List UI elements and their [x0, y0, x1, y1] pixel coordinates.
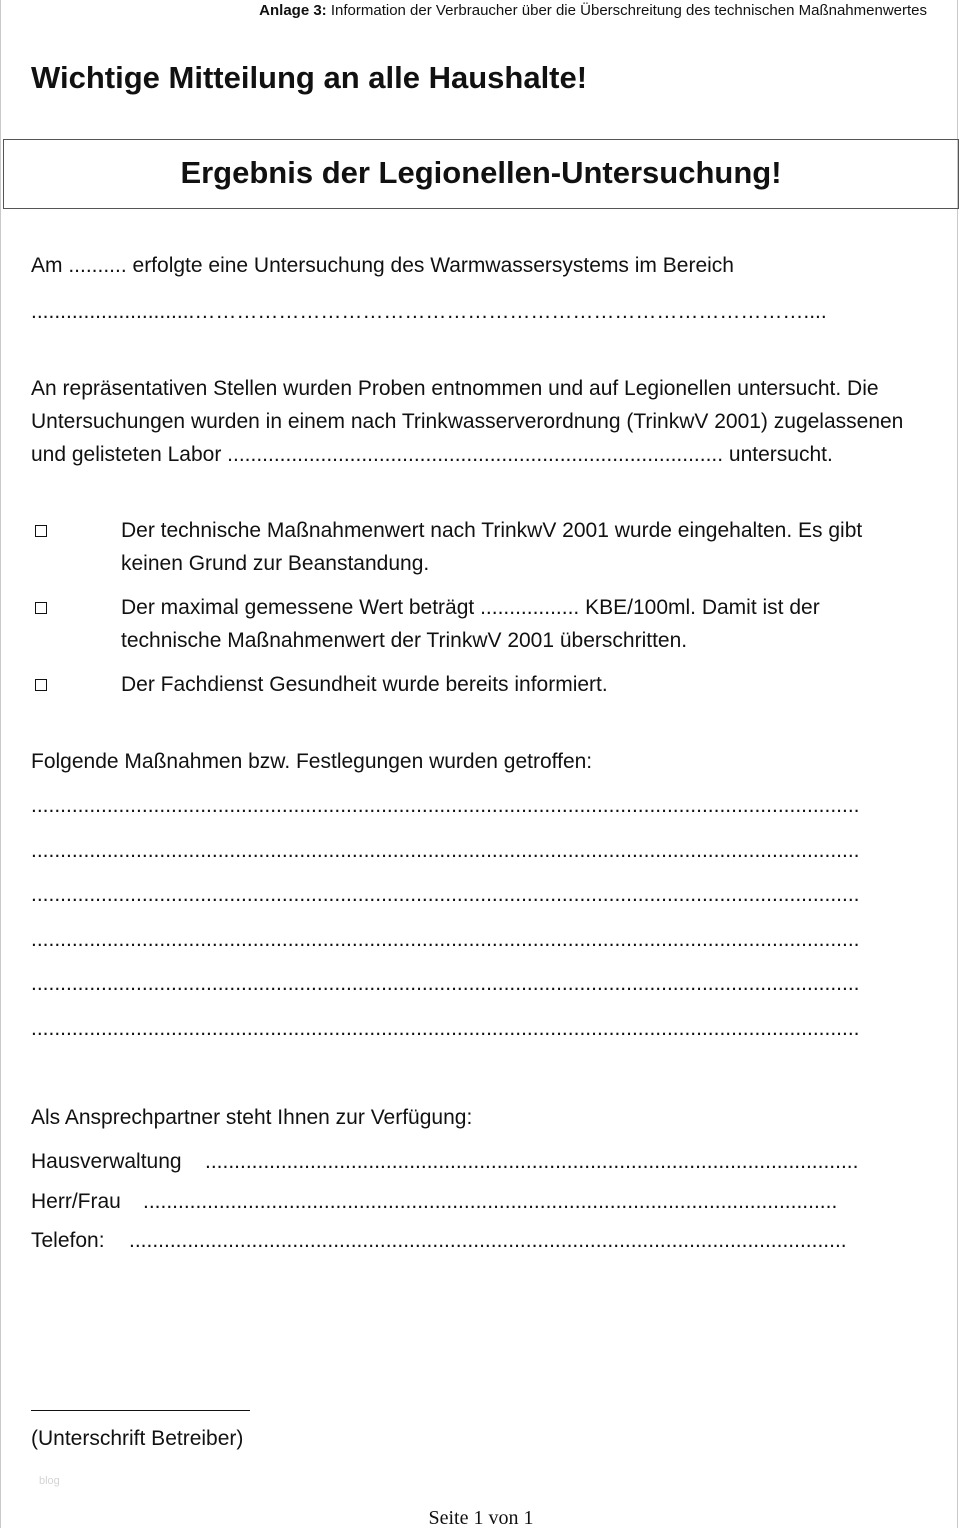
measures-line: .............................................................................................................................................. [31, 1017, 860, 1040]
annex-text: Information der Verbraucher über die Überschreitung des technischen Maßnahmenwertes [326, 2, 927, 19]
checkbox-label-compliant: Der technische Maßnahmenwert nach TrinkwV 2001 wurde eingehalten. Es gibt keinen Grund zur Beanstandung. [121, 519, 863, 575]
contact-label: Hausverwaltung [31, 1150, 182, 1173]
contact-row-hausverwaltung [31, 1150, 929, 1174]
annex-header [259, 2, 927, 19]
checkbox-compliant[interactable] [35, 525, 47, 537]
intro-bereich-dots: ............................…………………………………………………………………………….... [31, 300, 827, 323]
signature-line [31, 1410, 250, 1411]
measures-line: .............................................................................................................................................. [31, 794, 860, 817]
signature-label: (Unterschrift Betreiber) [31, 1427, 244, 1450]
checkbox-label-exceeded: Der maximal gemessene Wert beträgt ................. KBE/100ml. Damit ist der technische Maßnahmenwert der TrinkwV 2001 überschritten. [121, 596, 820, 652]
page-number-footer: Seite 1 von 1 [428, 1507, 534, 1529]
measures-heading: Folgende Maßnahmen bzw. Festlegungen wurden getroffen: [31, 750, 593, 773]
headline: Wichtige Mitteilung an alle Haushalte! [31, 60, 588, 95]
contact-row-herr-frau [31, 1190, 929, 1214]
contact-label: Herr/Frau [31, 1190, 121, 1213]
intro-am-line: Am .......... erfolgte eine Untersuchung des Warmwassersystems im Bereich [31, 254, 734, 277]
contact-row-telefon [31, 1229, 929, 1253]
checkbox-informed[interactable] [35, 679, 47, 691]
contact-heading: Als Ansprechpartner steht Ihnen zur Verfügung: [31, 1106, 473, 1129]
measures-line: .............................................................................................................................................. [31, 883, 860, 906]
checkbox-label-informed: Der Fachdienst Gesundheit wurde bereits informiert. [121, 673, 608, 696]
watermark: blog [39, 1475, 60, 1487]
annex-label: Anlage 3: [259, 2, 327, 19]
measures-line: .............................................................................................................................................. [31, 839, 860, 862]
sampling-paragraph: An repräsentativen Stellen wurden Proben entnommen und auf Legionellen untersucht. Die Untersuchungen wurden in einem nach Trinkwasserverordnung (TrinkwV 2001) zugelassenen und gelisteten Labor ..................................................................................... untersucht. [31, 377, 904, 466]
checkbox-exceeded[interactable] [35, 602, 47, 614]
contact-label: Telefon: [31, 1229, 105, 1252]
contact-dots: ........................................................................................................................... [129, 1229, 847, 1252]
measures-line: .............................................................................................................................................. [31, 972, 860, 995]
contact-dots: ................................................................................................................ [205, 1150, 859, 1173]
measures-line: .............................................................................................................................................. [31, 928, 860, 951]
title-box: Ergebnis der Legionellen-Untersuchung! [3, 139, 959, 209]
contact-dots: ....................................................................................................................... [143, 1190, 838, 1213]
